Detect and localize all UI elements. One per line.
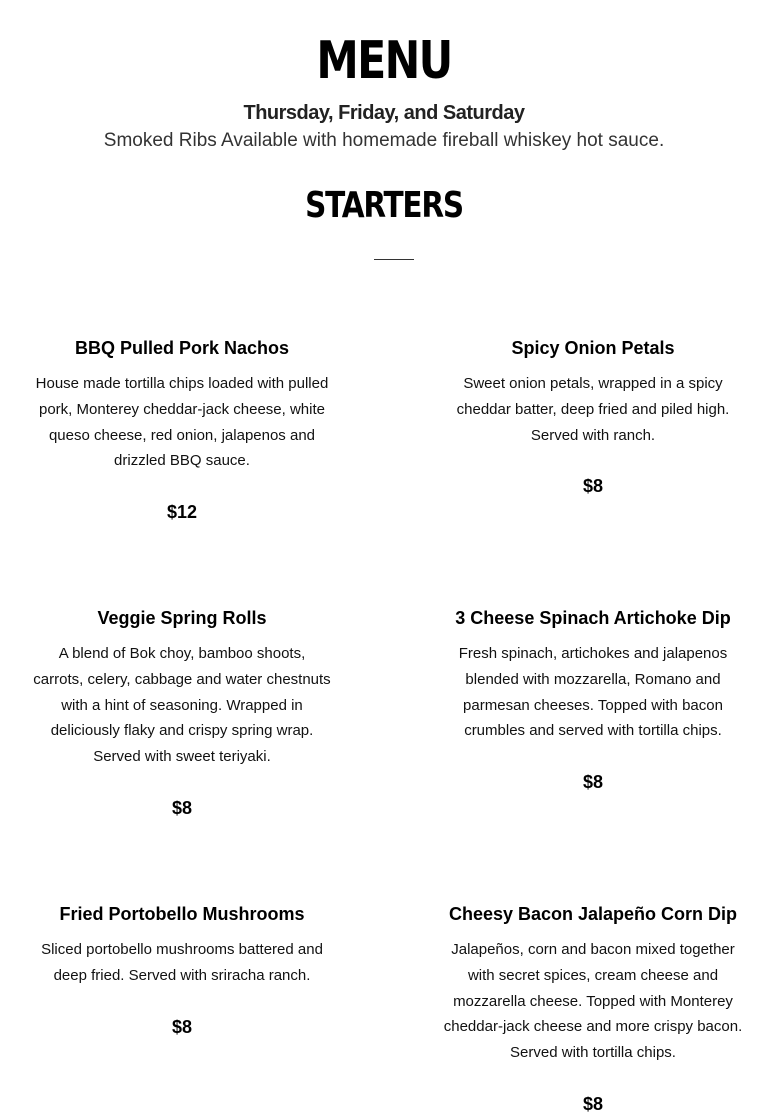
menu-item-description: Sliced portobello mushrooms battered and deep fried. Served with sriracha ranch. [41, 941, 323, 984]
section-divider [374, 259, 414, 260]
menu-title: MENU [316, 31, 452, 91]
menu-item-description: A blend of Bok choy, bamboo shoots, carrots, celery, cabbage and water chestnuts with a hint of seasoning. Wrapped in deliciously flaky and crispy spring wrap. Served with sweet teriyaki. [33, 645, 331, 766]
menu-item [32, 902, 332, 1039]
menu-item [32, 336, 332, 524]
section-title-starters: STARTERS [305, 185, 463, 226]
menu-item-price: $12 [166, 502, 198, 523]
menu-item-description: Jalapeños, corn and bacon mixed together with secret spices, cream cheese and mozzarella cheese. Topped with Monterey cheddar-jack cheese and more crispy bacon. Served with tortilla chips. [443, 941, 743, 1062]
menu-item-name: Veggie Spring Rolls [97, 608, 267, 628]
menu-item [443, 606, 743, 794]
menu-item-name: Spicy Onion Petals [511, 338, 675, 358]
menu-item-description: Sweet onion petals, wrapped in a spicy cheddar batter, deep fried and piled high. Served with ranch. [456, 375, 730, 444]
menu-tagline: Smoked Ribs Available with homemade fireball whiskey hot sauce. [103, 130, 665, 151]
menu-item-price: $8 [171, 1016, 193, 1037]
menu-item-price: $8 [171, 797, 193, 818]
menu-item-description: Fresh spinach, artichokes and jalapenos blended with mozzarella, Romano and parmesan cheeses. Topped with bacon crumbles and served with tortilla chips. [458, 645, 728, 740]
menu-item-price: $8 [582, 1093, 604, 1114]
menu-days: Thursday, Friday, and Saturday [243, 102, 525, 124]
menu-item-name: BBQ Pulled Pork Nachos [74, 338, 290, 358]
menu-item-name: Cheesy Bacon Jalapeño Corn Dip [448, 904, 738, 924]
menu-item-description: House made tortilla chips loaded with pulled pork, Monterey cheddar-jack cheese, white queso cheese, red onion, jalapenos and drizzled BBQ sauce. [35, 375, 329, 470]
menu-item [443, 902, 743, 1116]
menu-item-price: $8 [582, 476, 604, 497]
menu-item [32, 606, 332, 820]
menu-item-name: Fried Portobello Mushrooms [59, 904, 305, 924]
menu-item-name: 3 Cheese Spinach Artichoke Dip [455, 608, 731, 628]
menu-item [443, 336, 743, 498]
menu-item-price: $8 [582, 772, 604, 793]
